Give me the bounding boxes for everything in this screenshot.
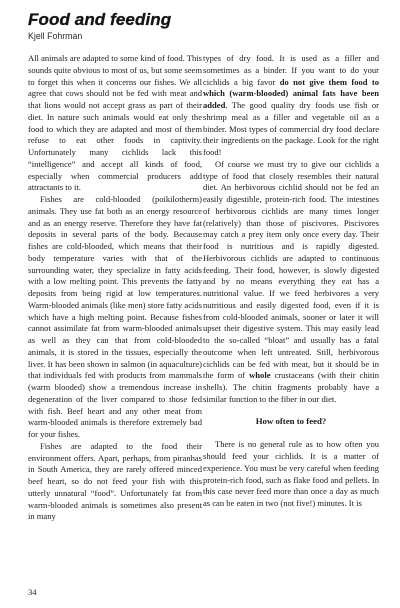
left-paragraph-3: Fishes are adapted to the food their environment offers. Apart, perhaps, from piranhas in South America, they are rarely offered minced beef heart, so do not feed your fish with this utterly unnatural “food”. Unfortunately fat from warm-blooded animals is sometimes also present in many [28, 440, 202, 522]
right-paragraph-1-end: . The good quality dry foods use fish or shrimp meal as a filler and vegetable oil as a binder. Most types of commercial dry food declare their ingredients on the package. Look for the right food! [203, 100, 379, 157]
right-paragraph-1 [203, 53, 379, 159]
right-paragraph-2 [203, 159, 379, 406]
article-author: Kjell Fohrman [28, 31, 83, 41]
right-text-column [203, 53, 379, 510]
right-paragraph-1-start: types of dry food. It is used as a filler and sometimes as a binder. If you want to do your cichlids a big favor [203, 53, 379, 87]
left-paragraph-2: Fishes are cold-blooded (poikilotherm) animals. They use fat both as an energy resource and as an energy reserve. Therefore they have fat deposits in several parts of the body. Because fishes are cold-blooded, which means that their body temperature varies with that of the surrounding water, they specialize in fatty acids with a low melting point. This prevents the fatty deposits from being rigid at low temperatures. Warm-blooded animals (like men) store fatty acids which have a high melting point. Because fishes cannot assimilate fat from warm-blooded animals as well as they can that from cold-blooded animals, it is stored in the tissues, especially the liver. It has been shown in salmon (in aquaculture) that individuals fed with products from mammals (warm blooded) show a tremendous increase in degeneration of the liver compared to those fed with fish. Beef heart and any other meat from warm-blooded animals is therefore extremely bad for your fishes. [28, 194, 202, 439]
right-paragraph-2-end: crustaceans (with their chitin shells). The chitin fragments probably have a similar function to the fiber in our diet. [203, 370, 379, 404]
right-paragraph-3: There is no general rule as to how often you should feed your cichlids. It is a matter of experience. You must be very careful when feeding protein-rich food, such as flake food and pellets. In this case never feed more than once a day as much as can be eaten in two (not five!) minutes. It is [203, 439, 379, 508]
page-number: 34 [28, 587, 37, 597]
left-paragraph-1: All animals are adapted to some kind of food. This sounds quite obvious to most of us, but some seem to forget this when it concerns our fishes. We all agree that cows should not be fed with meat and that lions would not accept grass as part of their diet. In nature such animals would eat only the food to which they are adapted and most of them refuse to eat other foods in captivity. Unfortunately many cichlids lack this “intelligence” and accept all kinds of food, especially when commercial producers add attractants to it. [28, 53, 202, 193]
right-paragraph-2-start: Of course we must try to give our cichlids a type of food that closely resembles their natural diet. An herbivorous cichlid should not be fed an easily digestible, protein-rich food. The intestines of herbivorous cichlids are many times longer (relatively) than those of piscivores. Piscivores may catch a prey item only once every day. Their food is nutritious and is rapidly digested. Herbivorous cichlids are adapted to continuous feeding. Their food, however, is slowly digested and by no means everything they eat has a nutritional value. If we feed herbivores a very nutritious and easily digested food, even if it is from cold-blooded animals, sooner or later it will upset their digestive system. This may easily lead to the so-called “bloat” and usually has a fatal outcome when left untreated. Still, herbivorous cichlids can be fed with meat, but it should be in the form of [203, 158, 379, 381]
right-paragraph-1-emphasis: do not give them food to which (warm-blooded) animal fats have been added [203, 76, 379, 110]
article-title: Food and feeding [28, 10, 172, 29]
right-paragraph-2-emphasis: whole [249, 370, 271, 381]
section-heading: How often to feed? [255, 415, 327, 426]
left-text-column [28, 53, 202, 523]
